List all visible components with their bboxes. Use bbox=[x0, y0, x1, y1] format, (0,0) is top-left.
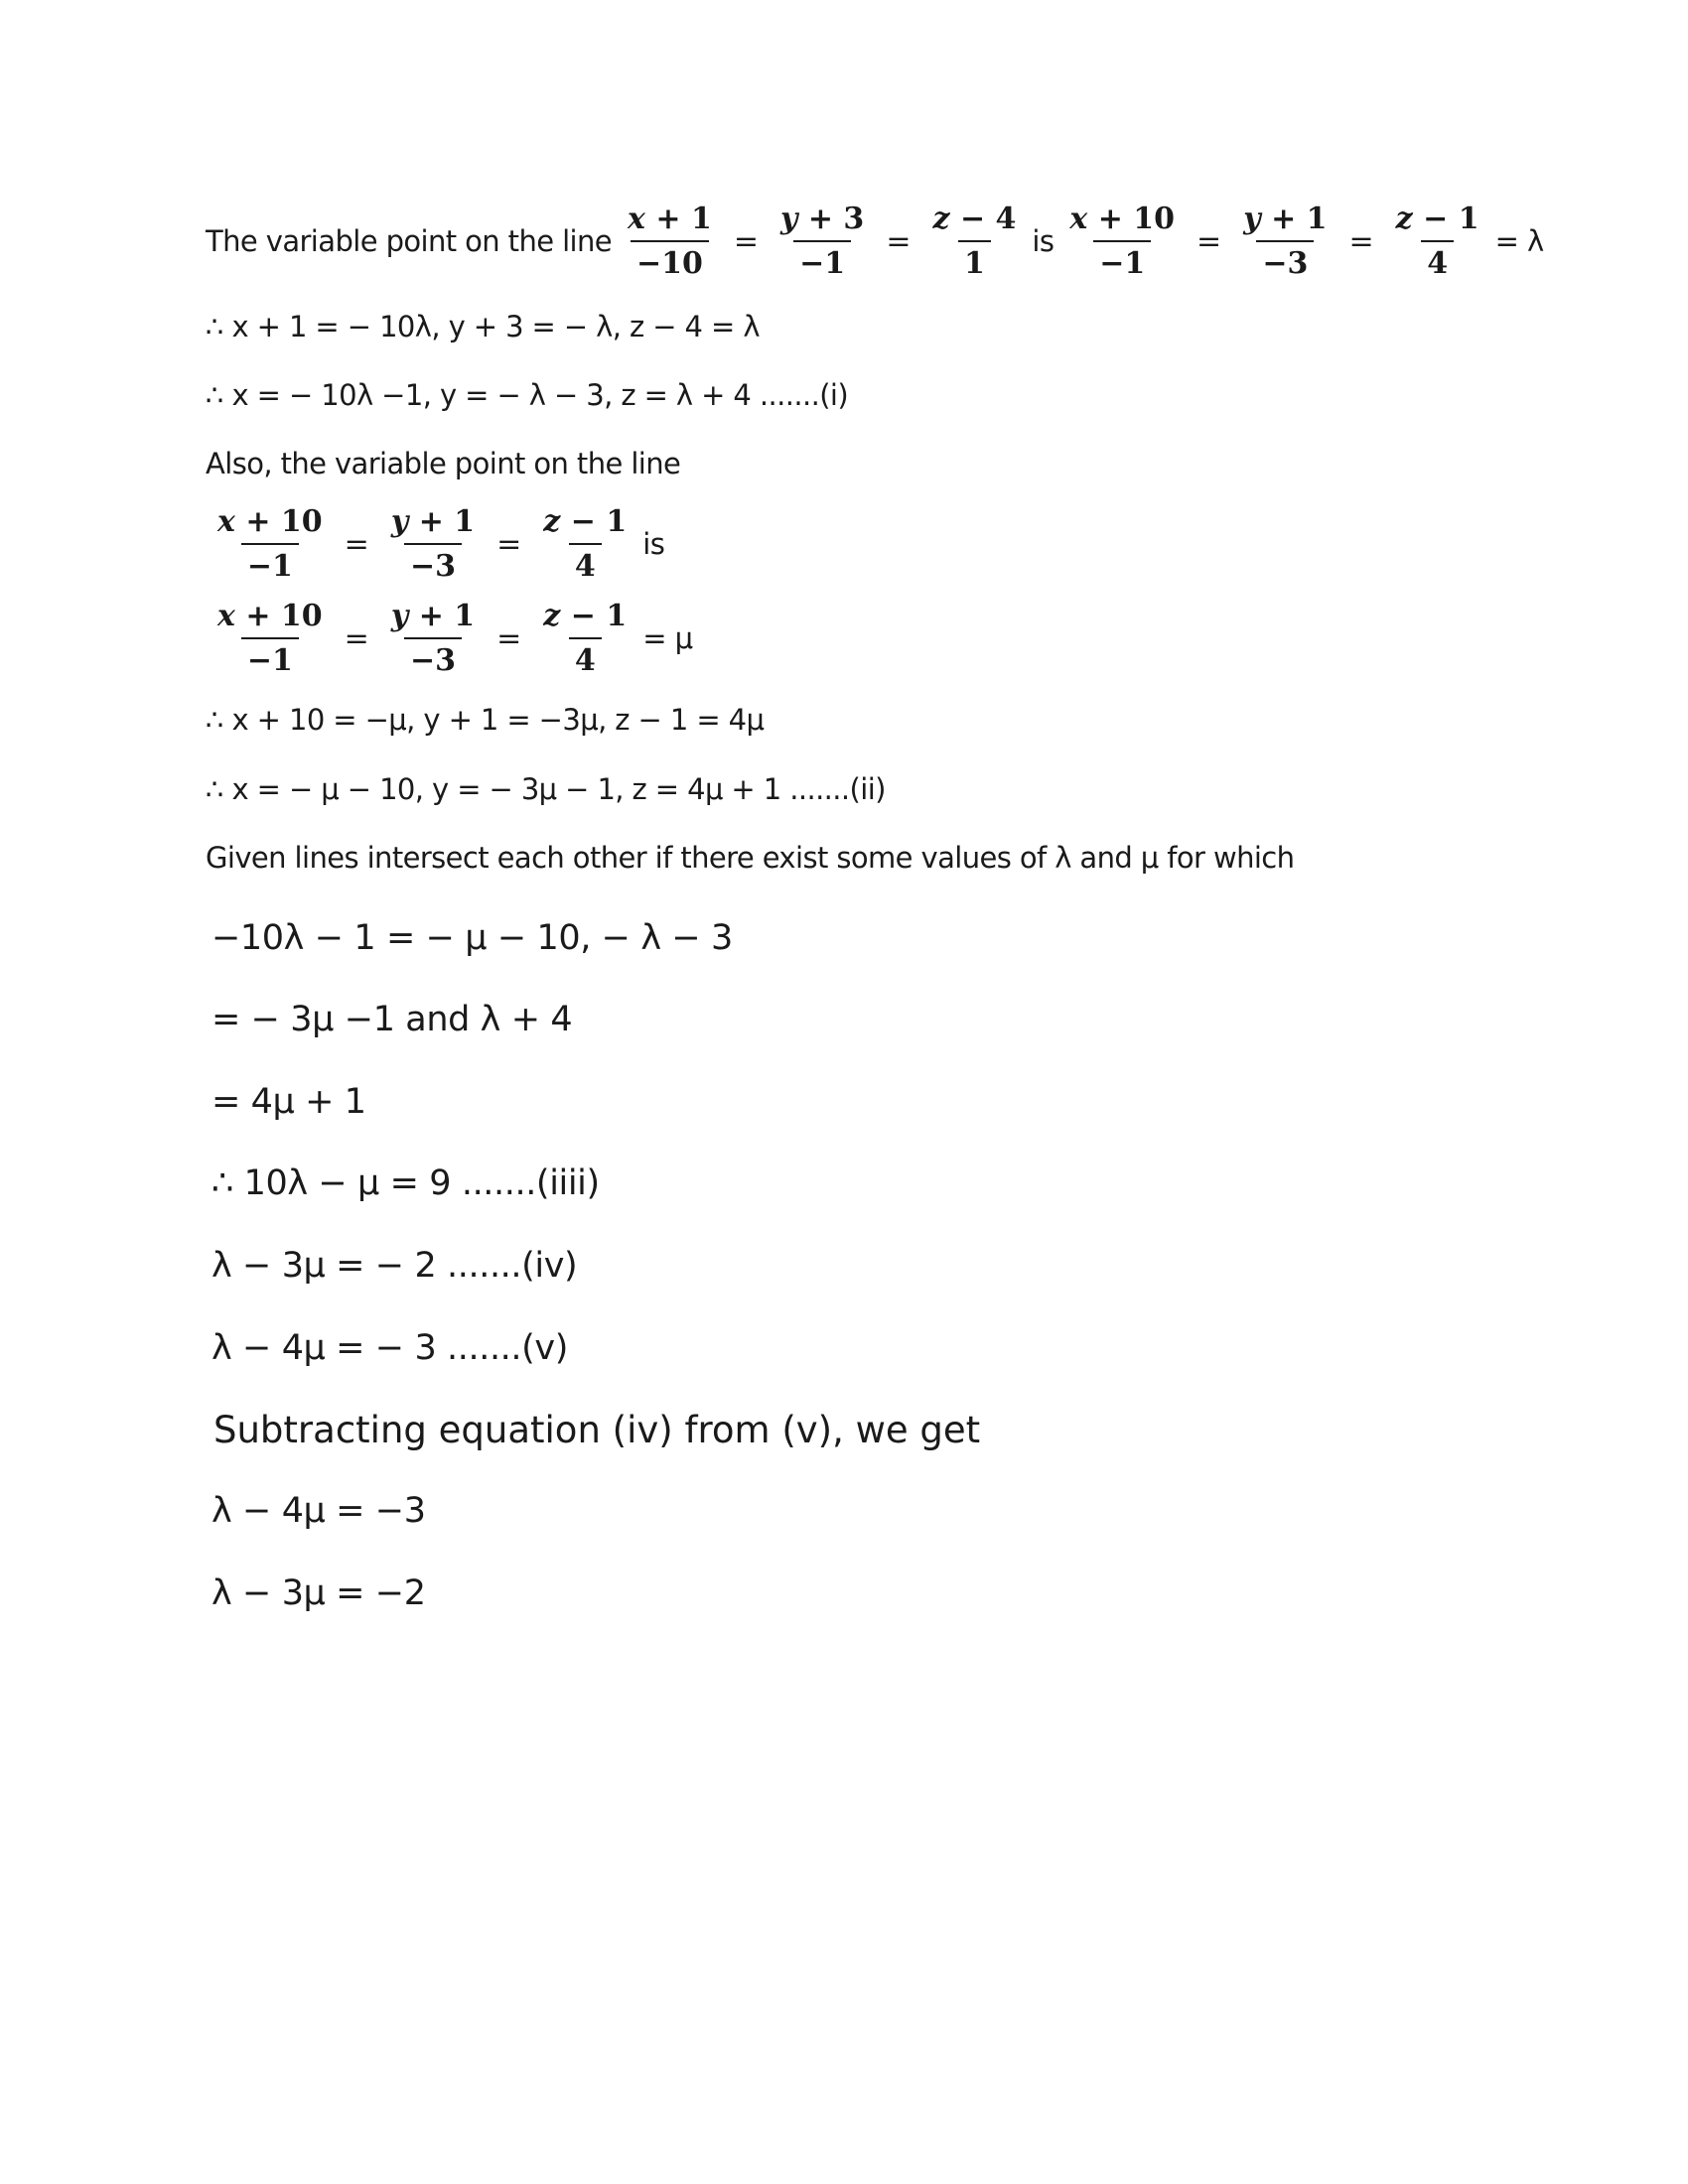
num: + 10 bbox=[234, 504, 323, 539]
line-12: = 4μ + 1 bbox=[211, 1082, 366, 1122]
line-3: ∴ x = − 10λ −1, y = − λ − 3, z = λ + 4 .......(i) bbox=[206, 378, 849, 412]
equals: = bbox=[344, 620, 369, 656]
den: −3 bbox=[404, 543, 462, 584]
fraction-y bbox=[1237, 202, 1333, 281]
text-lambda: = λ bbox=[1494, 224, 1544, 258]
line-15: λ − 4μ = − 3 .......(v) bbox=[211, 1328, 568, 1368]
num: − 4 bbox=[949, 202, 1017, 236]
var: y bbox=[390, 599, 409, 633]
var: z bbox=[543, 599, 561, 633]
line-18: λ − 3μ = −2 bbox=[211, 1573, 426, 1613]
line-17: λ − 4μ = −3 bbox=[211, 1491, 426, 1531]
num: + 1 bbox=[644, 202, 712, 236]
num: + 3 bbox=[797, 202, 865, 236]
equals: = bbox=[496, 526, 522, 562]
fraction-y bbox=[385, 504, 481, 584]
fraction-x bbox=[211, 504, 329, 584]
var: y bbox=[1243, 202, 1261, 236]
num: − 1 bbox=[1412, 202, 1479, 236]
equals: = bbox=[733, 223, 759, 259]
text-mu: = μ bbox=[642, 621, 693, 655]
var: x bbox=[217, 504, 235, 539]
num: + 10 bbox=[1087, 202, 1176, 236]
fraction-x bbox=[622, 202, 718, 281]
num: + 1 bbox=[1260, 202, 1328, 236]
line-13: ∴ 10λ − μ = 9 .......(iiii) bbox=[211, 1163, 600, 1203]
line-2: ∴ x + 1 = − 10λ, y + 3 = − λ, z − 4 = λ bbox=[206, 310, 760, 343]
line-10: −10λ − 1 = − μ − 10, − λ − 3 bbox=[211, 918, 733, 958]
var: z bbox=[543, 504, 561, 539]
den: 1 bbox=[958, 240, 991, 281]
line-16: Subtracting equation (iv) from (v), we get bbox=[213, 1409, 981, 1451]
line-variable-point-first bbox=[206, 202, 1544, 281]
line-6-fractions bbox=[202, 599, 692, 678]
num: + 10 bbox=[234, 599, 323, 633]
num: + 1 bbox=[408, 504, 476, 539]
den: 4 bbox=[569, 637, 602, 678]
equals: = bbox=[886, 223, 912, 259]
text-is: is bbox=[1032, 224, 1055, 258]
line-14: λ − 3μ = − 2 .......(iv) bbox=[211, 1246, 578, 1286]
var: y bbox=[390, 504, 409, 539]
var: z bbox=[1395, 202, 1413, 236]
equals: = bbox=[344, 526, 369, 562]
den: −1 bbox=[241, 637, 299, 678]
fraction-x bbox=[1063, 202, 1181, 281]
den: −3 bbox=[404, 637, 462, 678]
fraction-z bbox=[1390, 202, 1485, 281]
num: − 1 bbox=[560, 599, 628, 633]
text-prefix: The variable point on the line bbox=[206, 224, 613, 258]
var: x bbox=[628, 202, 645, 236]
fraction-y bbox=[774, 202, 870, 281]
num: + 1 bbox=[408, 599, 476, 633]
var: z bbox=[932, 202, 950, 236]
fraction-z bbox=[537, 599, 633, 678]
den: −1 bbox=[241, 543, 299, 584]
den: −1 bbox=[793, 240, 851, 281]
fraction-y bbox=[385, 599, 481, 678]
var: x bbox=[1069, 202, 1088, 236]
fraction-z bbox=[926, 202, 1022, 281]
fraction-x bbox=[211, 599, 329, 678]
line-4: Also, the variable point on the line bbox=[206, 447, 681, 480]
equals: = bbox=[496, 620, 522, 656]
equals: = bbox=[1196, 223, 1222, 259]
den: −10 bbox=[631, 240, 709, 281]
den: 4 bbox=[1421, 240, 1454, 281]
den: 4 bbox=[569, 543, 602, 584]
den: −1 bbox=[1093, 240, 1151, 281]
line-8: ∴ x = − μ − 10, y = − 3μ − 1, z = 4μ + 1 .......(ii) bbox=[206, 772, 886, 806]
line-11: = − 3μ −1 and λ + 4 bbox=[211, 1000, 573, 1039]
var: x bbox=[217, 599, 235, 633]
equals: = bbox=[1348, 223, 1374, 259]
num: − 1 bbox=[560, 504, 628, 539]
var: y bbox=[779, 202, 798, 236]
fraction-z bbox=[537, 504, 633, 584]
text-is: is bbox=[642, 527, 665, 561]
den: −3 bbox=[1256, 240, 1314, 281]
line-9: Given lines intersect each other if there exist some values of λ and μ for which bbox=[206, 841, 1295, 875]
line-5-fractions bbox=[202, 504, 664, 584]
line-7: ∴ x + 10 = −μ, y + 1 = −3μ, z − 1 = 4μ bbox=[206, 703, 765, 737]
